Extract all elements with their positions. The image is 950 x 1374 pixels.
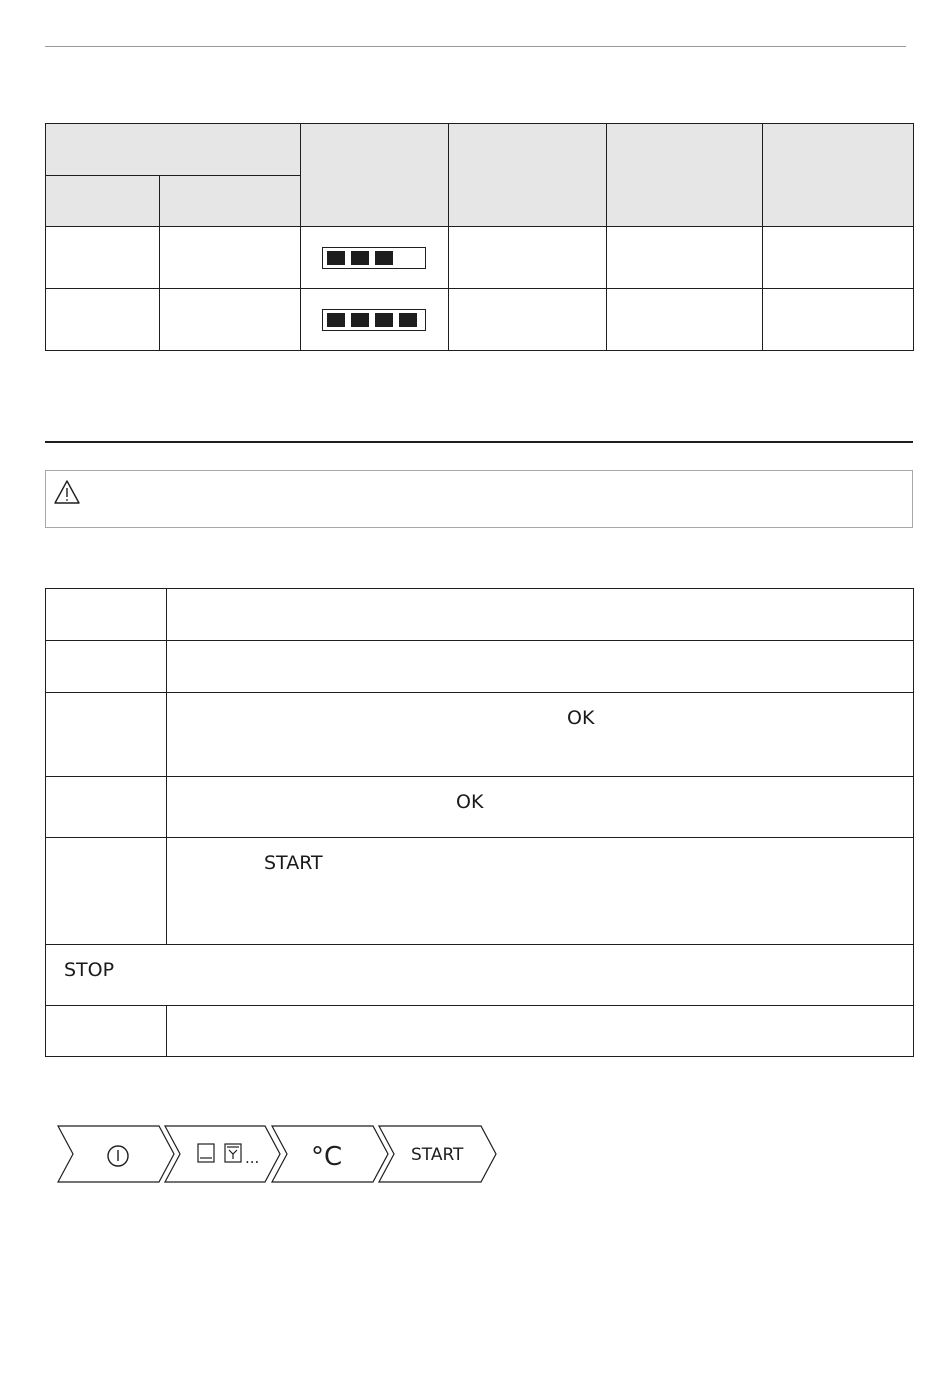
table-row [46,838,914,945]
step-number-cell [46,693,167,777]
step-sequence [56,1124,500,1184]
ok-key-label: OK [456,791,484,813]
header-cell-col4 [449,124,607,227]
step-number-cell [46,1006,167,1057]
header-cell-sub1 [46,176,160,227]
header-cell-col5 [607,124,763,227]
power-icon [108,1146,128,1166]
step-text-cell [167,838,914,945]
steps-table [45,588,914,1057]
step-full-cell [46,945,914,1006]
level-indicator-4 [322,309,426,331]
header-cell-level [301,124,449,227]
step-number-cell [46,589,167,641]
step-number-cell [46,838,167,945]
level-cell [301,289,449,351]
section-rule [45,441,913,443]
table-row [46,693,914,777]
table-row [46,1006,914,1057]
step-text-cell [167,693,914,777]
step-text-cell [167,589,914,641]
step-arrow-2 [165,1126,280,1182]
table-cell [763,289,914,351]
header-cell-col6 [763,124,914,227]
table-cell [449,289,607,351]
step-text-cell [167,777,914,838]
table-cell [160,227,301,289]
step-text-cell [167,1006,914,1057]
step-number-cell [46,641,167,693]
table-cell [449,227,607,289]
level-segment [399,313,417,327]
table-row [46,777,914,838]
table-cell [607,227,763,289]
heating-function-icon [225,1144,241,1162]
table-cell [763,227,914,289]
ok-key-label: OK [567,707,595,729]
table-cell [46,227,160,289]
table-row [46,945,914,1006]
warning-box [45,470,913,528]
table-row [46,227,914,289]
level-indicator-3 [322,247,426,269]
level-segment [327,313,345,327]
level-table [45,123,914,351]
table-row [46,289,914,351]
level-cell [301,227,449,289]
step-number-cell [46,777,167,838]
start-step-label: START [411,1145,464,1165]
header-rule [45,46,906,47]
table-header-row [46,124,914,176]
level-segment [375,251,393,265]
table-cell [46,289,160,351]
table-cell [607,289,763,351]
step-arrow-1 [58,1126,174,1182]
step-text-cell [167,641,914,693]
warning-triangle-icon [53,479,81,505]
table-cell [160,289,301,351]
stop-key-label: STOP [64,959,115,981]
level-segment [375,313,393,327]
temperature-icon: °C [311,1142,343,1172]
table-row [46,589,914,641]
more-icon: ... [245,1149,260,1167]
start-key-label: START [264,852,323,874]
level-segment [351,313,369,327]
oven-function-icon [198,1144,214,1162]
table-row [46,641,914,693]
level-segment [327,251,345,265]
level-segment [351,251,369,265]
header-cell-sub2 [160,176,301,227]
header-cell-group [46,124,301,176]
